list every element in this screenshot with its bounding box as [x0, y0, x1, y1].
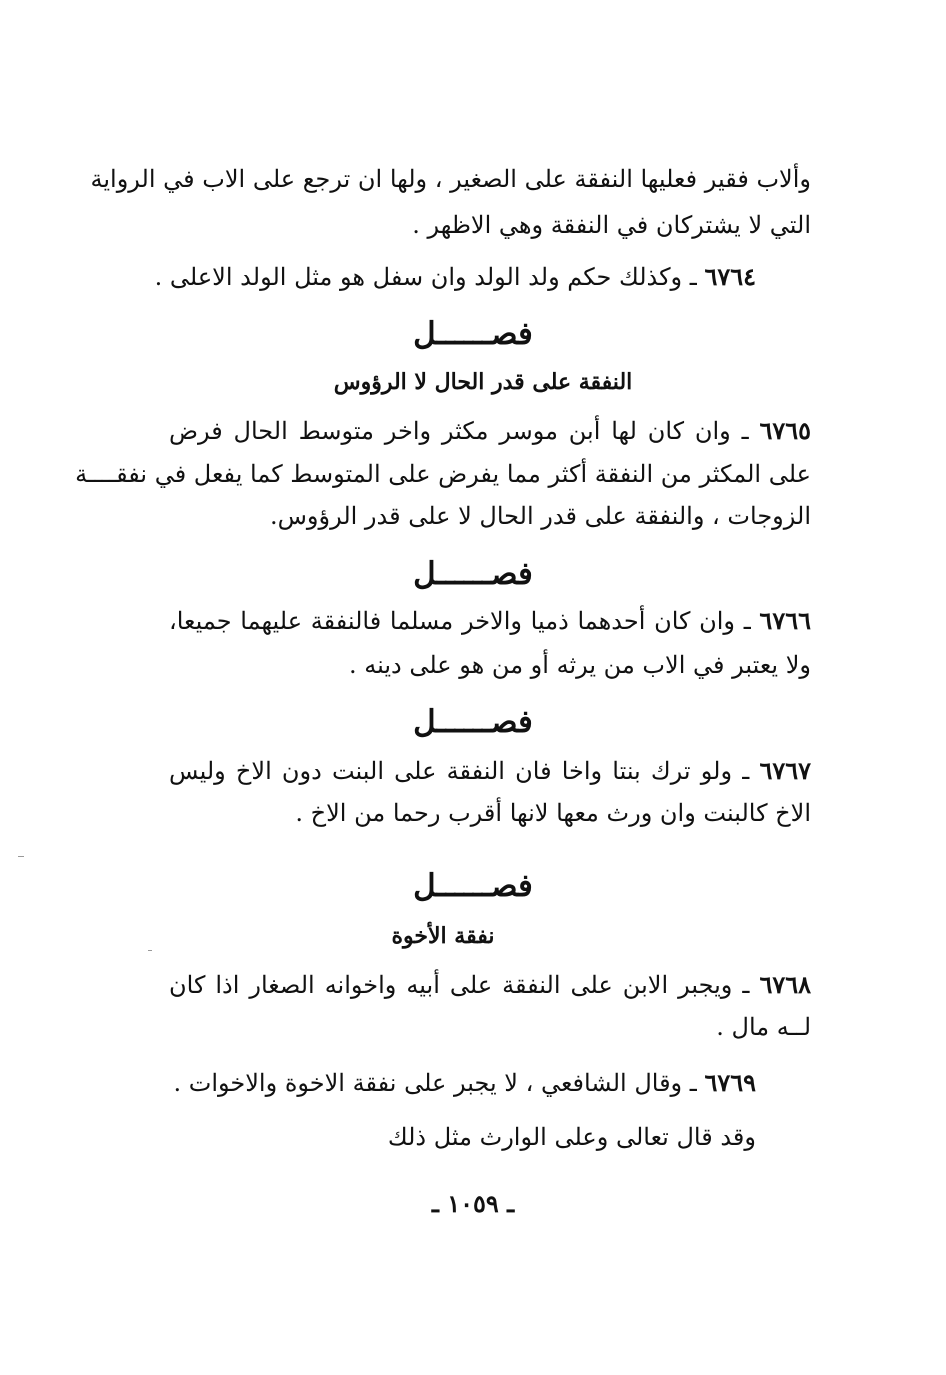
section-subheading-1: النفقة على قدر الحال لا الرؤوس: [333, 369, 633, 395]
paragraph-text: ـ وقال الشافعي ، لا يجبر على نفقة الاخوة والاخوات .: [173, 1069, 697, 1097]
section-heading-4: فصــــــل: [413, 868, 533, 904]
paragraph-6769-line-1: [173, 1066, 756, 1100]
page-number: ـ ١٠٥٩ ـ: [431, 1189, 515, 1218]
paragraph-6768-line-2: لــه مال .: [716, 1013, 811, 1041]
paragraph-6767-line-1: [169, 754, 811, 788]
section-subheading-4: نفقة الأخوة: [391, 923, 495, 949]
paragraph-6769-line-2: وقد قال تعالى وعلى الوارث مثل ذلك: [387, 1123, 756, 1151]
paragraph-number: ٦٧٦٧: [759, 756, 811, 785]
paragraph-6767-line-2: الاخ كالبنت وان ورث معها لانها أقرب رحما من الاخ .: [295, 799, 811, 827]
paragraph-continuation-line-1: وألاب فقير فعليها النفقة على الصغير ، ولها ان ترجع على الاب في الرواية: [90, 165, 811, 193]
paragraph-text: ـ وان كان أحدهما ذميا والاخر مسلما فالنفقة عليهما جميعا،: [169, 607, 751, 635]
scan-mark: [18, 856, 24, 857]
paragraph-6766-line-2: ولا يعتبر في الاب من يرثه أو من هو على دينه .: [348, 651, 811, 679]
paragraph-text: ـ وان كان لها أبن موسر مكثر واخر متوسط الحال فرض: [169, 417, 749, 445]
paragraph-6764: [155, 260, 756, 294]
paragraph-text: ـ وكذلك حكم ولد الولد وان سفل هو مثل الولد الاعلى .: [154, 263, 697, 291]
paragraph-number: ٦٧٦٥: [759, 416, 811, 445]
paragraph-6765-line-3: الزوجات ، والنفقة على قدر الحال لا على قدر الرؤوس.: [269, 502, 811, 530]
paragraph-number: ٦٧٦٨: [759, 970, 811, 999]
section-heading-3: فصــــــل: [413, 704, 533, 740]
paragraph-text: ـ ويجبر الابن على النفقة على أبيه واخوانه الصغار اذا كان: [169, 971, 750, 999]
paragraph-number: ٦٧٦٤: [704, 262, 756, 291]
paragraph-text: ـ ولو ترك بنتا واخا فان النفقة على البنت دون الاخ وليس: [169, 757, 750, 785]
paragraph-6766-line-1: [169, 604, 811, 638]
paragraph-number: ٦٧٦٦: [759, 606, 811, 635]
paragraph-6765-line-1: [169, 414, 811, 448]
paragraph-continuation-line-2: التي لا يشتركان في النفقة وهي الاظهر .: [412, 211, 811, 239]
section-heading-2: فصــــــل: [413, 556, 533, 592]
section-heading-1: فصــــــل: [413, 316, 533, 352]
paragraph-6765-line-2: على المكثر من النفقة أكثر مما يفرض على المتوسط كما يفعل في نفقــــة: [75, 460, 811, 488]
paragraph-6768-line-1: [169, 968, 811, 1002]
scan-mark: [148, 950, 152, 951]
paragraph-number: ٦٧٦٩: [704, 1068, 756, 1097]
